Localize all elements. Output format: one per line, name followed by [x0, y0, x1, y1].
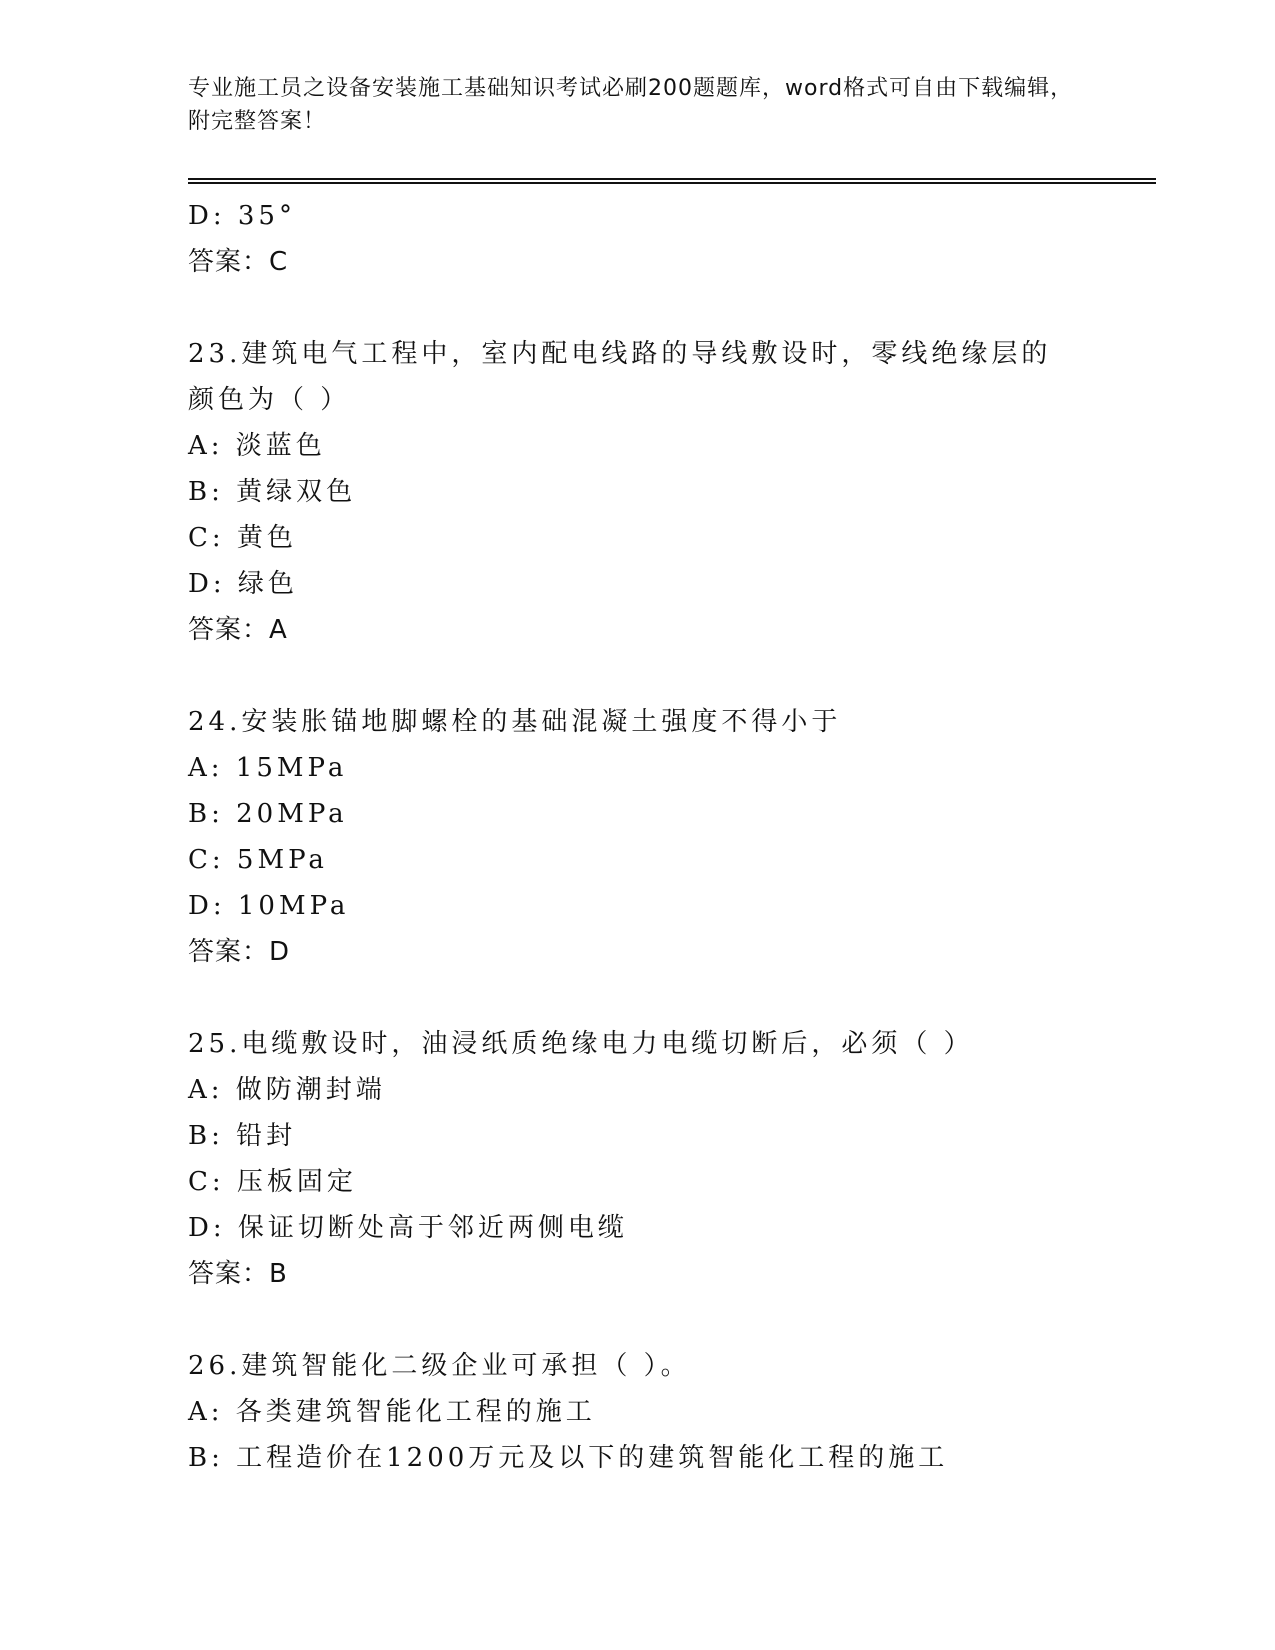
option-b: B: 黄绿双色	[188, 477, 357, 507]
answer-label: 答案：A	[188, 615, 288, 645]
option-d: D: 10MPa	[188, 891, 350, 921]
option-a: A: 15MPa	[188, 753, 348, 783]
question-25	[188, 1021, 1088, 1297]
header-divider	[188, 178, 1156, 184]
option-d: D: 保证切断处高于邻近两侧电缆	[188, 1213, 628, 1243]
question-stem: 26.建筑智能化二级企业可承担（ ）。	[188, 1351, 691, 1381]
option-c: C: 压板固定	[188, 1167, 357, 1197]
option-a: A: 淡蓝色	[188, 431, 326, 461]
option-a: A: 做防潮封端	[188, 1075, 386, 1105]
option-b: B: 20MPa	[188, 799, 348, 829]
answer-label: 答案：D	[188, 937, 291, 967]
question-stem: 24.安装胀锚地脚螺栓的基础混凝土强度不得小于	[188, 707, 842, 737]
answer-label: 答案：B	[188, 1259, 288, 1289]
option-c: C: 黄色	[188, 523, 297, 553]
question-24	[188, 699, 1088, 975]
option-b: B: 铅封	[188, 1121, 297, 1151]
option-a: A: 各类建筑智能化工程的施工	[188, 1397, 596, 1427]
option-d: D: 35°	[188, 201, 296, 231]
question-23	[188, 331, 1088, 653]
option-b: B: 工程造价在1200万元及以下的建筑智能化工程的施工	[188, 1443, 949, 1473]
page-header: 专业施工员之设备安装施工基础知识考试必刷200题题库，word格式可自由下载编辑，附完整答案！	[188, 76, 1074, 134]
answer-label: 答案：C	[188, 247, 289, 277]
question-stem: 25.电缆敷设时，油浸纸质绝缘电力电缆切断后，必须（ ）	[188, 1029, 974, 1059]
document-body	[188, 193, 1088, 1481]
question-stem: 23.建筑电气工程中，室内配电线路的导线敷设时，零线绝缘层的颜色为（ ）	[188, 339, 1052, 415]
question-26	[188, 1343, 1088, 1481]
option-c: C: 5MPa	[188, 845, 328, 875]
option-d: D: 绿色	[188, 569, 298, 599]
